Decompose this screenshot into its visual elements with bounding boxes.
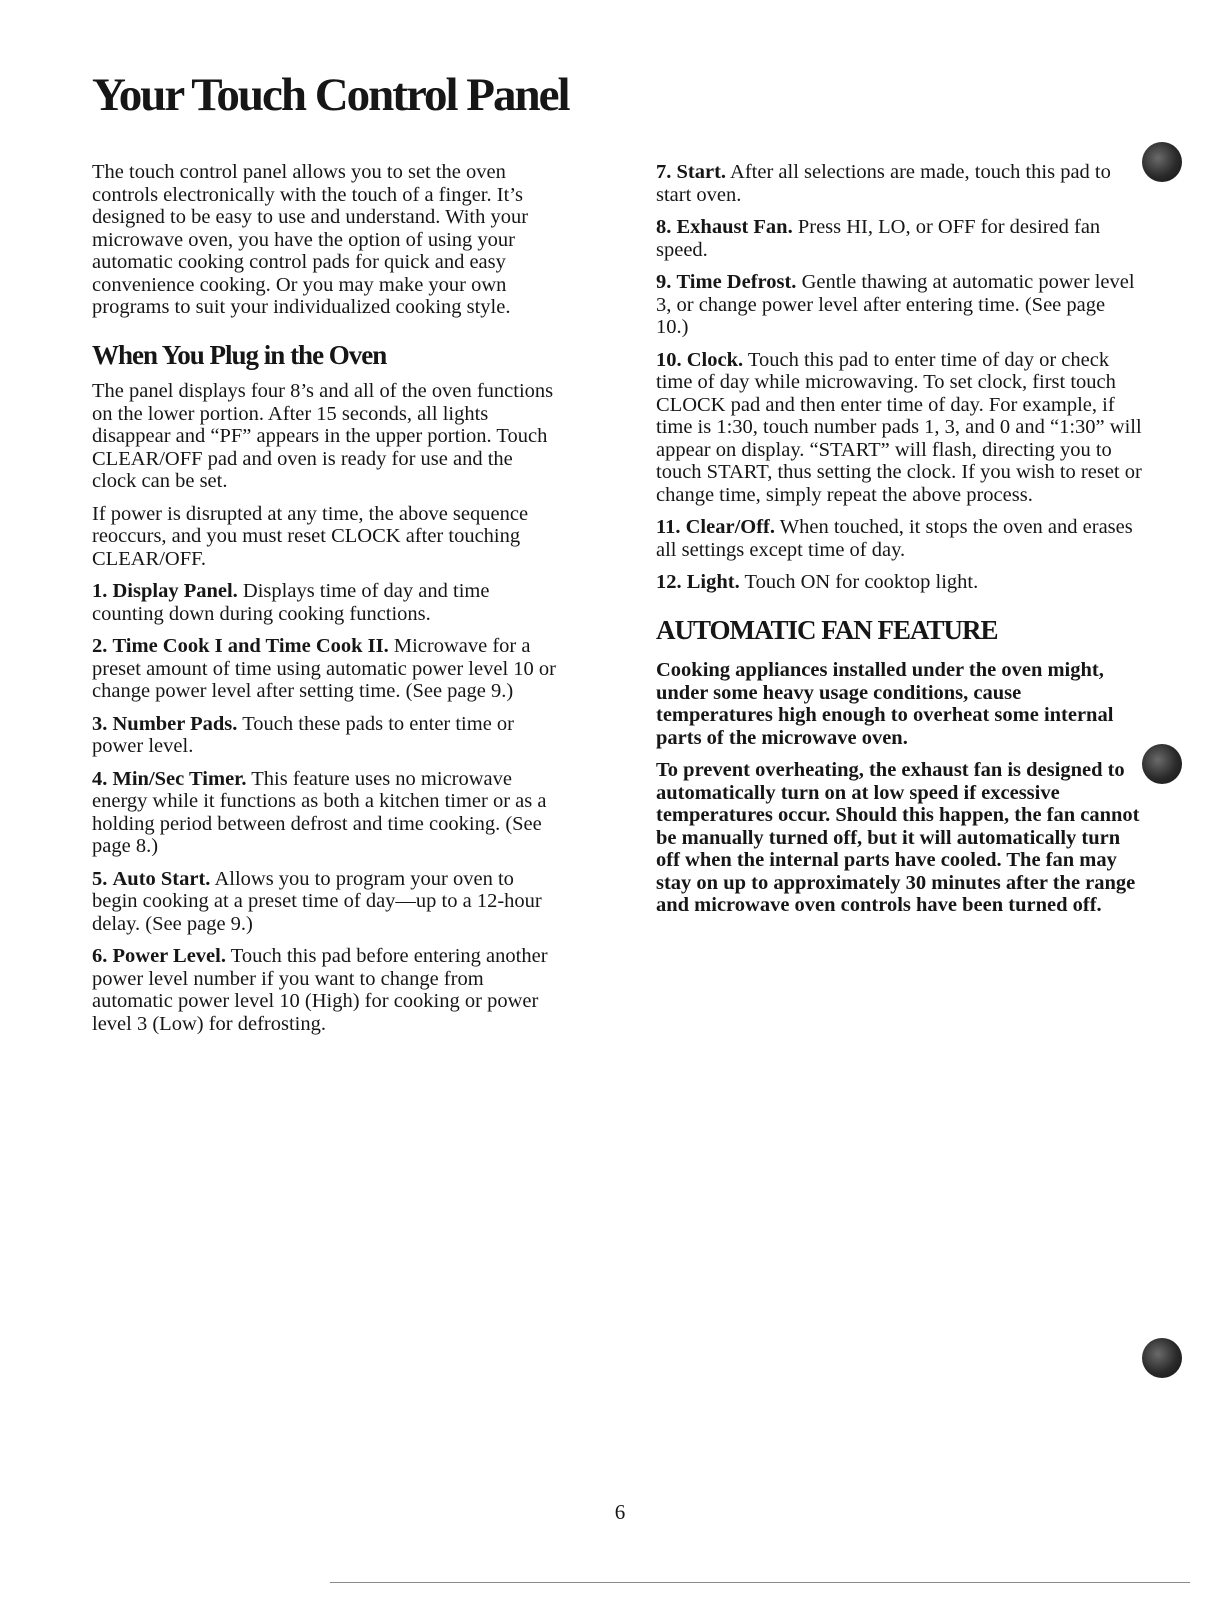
item-title: Min/Sec Timer.: [112, 767, 247, 790]
item-text: After all selections are made, touch this pad to start oven.: [656, 161, 1111, 206]
item-number: 12.: [656, 571, 682, 593]
plug-in-paragraph-1: The panel displays four 8’s and all of the oven functions on the lower portion. After 15 seconds, all lights disappear and “PF” appears in the upper portion. Touch CLEAR/OFF pad and oven is ready for use and the clock can be set.: [92, 380, 554, 493]
item-text: Touch this pad to enter time of day or check time of day while microwaving. To set clock, first touch CLOCK pad and then enter time of day. For example, if time is 1:30, touch number pads 1, 3, and 0 and “1:30” will appear on display. “START” will flash, directing you to touch START, thus setting the clock. If you wish to reset or change time, simply repeat the above process.: [656, 348, 1142, 506]
item-number: 6.: [92, 945, 108, 968]
page-title: Your Touch Control Panel: [92, 69, 569, 121]
item-time-defrost: [656, 271, 1142, 339]
item-clock: [656, 349, 1142, 507]
plug-in-heading: When You Plug in the Oven: [92, 339, 387, 370]
item-number: 3.: [92, 712, 108, 735]
item-number-pads: [92, 713, 562, 758]
item-title: Start.: [676, 161, 727, 183]
item-power-level: [92, 945, 562, 1035]
footer-rule: [330, 1582, 1190, 1583]
item-text: This feature uses no microwave energy while it functions as both a kitchen timer or as a holding period between defrost and time cooking. (See page 8.): [92, 767, 547, 858]
binder-hole-icon: [1142, 142, 1182, 182]
item-title: Time Defrost.: [676, 271, 797, 293]
right-column: [656, 161, 1142, 927]
fan-feature-heading: AUTOMATIC FAN FEATURE: [656, 614, 998, 645]
item-title: Time Cook I and Time Cook II.: [112, 635, 389, 658]
left-column: [92, 161, 562, 1045]
item-number: 9.: [656, 271, 672, 293]
binder-hole-icon: [1142, 744, 1182, 784]
item-exhaust-fan: [656, 216, 1142, 261]
item-number: 4.: [92, 767, 108, 790]
item-text: Microwave for a preset amount of time using automatic power level 10 or change power level after setting time. (See page 9.): [92, 635, 556, 703]
item-light: [656, 571, 1142, 594]
item-title: Clear/Off.: [685, 516, 775, 538]
item-display-panel: [92, 580, 562, 625]
item-title: Exhaust Fan.: [676, 216, 793, 238]
item-time-cook: [92, 635, 562, 703]
fan-paragraph-2: To prevent overheating, the exhaust fan is designed to automatically turn on at low speed if excessive temperatures occur. Should this happen, the fan cannot be manually turned off, but it will automatically turn off when the internal parts have cooled. The fan may stay on up to approximately 30 minutes after the range and microwave oven controls have been turned off.: [656, 759, 1140, 917]
item-title: Display Panel.: [112, 580, 238, 603]
item-number: 11.: [656, 516, 681, 538]
item-number: 8.: [656, 216, 672, 238]
item-number: 7.: [656, 161, 672, 183]
item-auto-start: [92, 868, 562, 936]
intro-paragraph: The touch control panel allows you to set the oven controls electronically with the touch of a finger. It’s designed to be easy to use and understand. With your microwave oven, you have the option of using your automatic cooking control pads for quick and easy convenience cooking. Or you may make your own programs to suit your individualized cooking style.: [92, 161, 529, 318]
item-text: When touched, it stops the oven and erases all settings except time of day.: [656, 516, 1133, 561]
item-text: Gentle thawing at automatic power level 3, or change power level after entering time. (See page 10.): [656, 271, 1135, 338]
fan-paragraph-1: Cooking appliances installed under the oven might, under some heavy usage conditions, cause temperatures high enough to overheat some internal parts of the microwave oven.: [656, 659, 1114, 749]
item-text: Press HI, LO, or OFF for desired fan speed.: [656, 216, 1101, 261]
item-title: Light.: [686, 571, 740, 593]
item-number: 2.: [92, 635, 108, 658]
item-title: Clock.: [686, 348, 744, 371]
item-title: Number Pads.: [112, 712, 238, 735]
page-number: 6: [614, 1500, 626, 1524]
item-number: 10.: [656, 348, 682, 371]
item-number: 1.: [92, 580, 108, 603]
item-text: Touch this pad before entering another power level number if you want to change from automatic power level 10 (High) for cooking or power level 3 (Low) for defrosting.: [92, 945, 548, 1035]
plug-in-paragraph-2: If power is disrupted at any time, the above sequence reoccurs, and you must reset CLOCK after touching CLEAR/OFF.: [92, 502, 529, 570]
item-start: [656, 161, 1142, 206]
item-text: Allows you to program your oven to begin cooking at a preset time of day—up to a 12-hour delay. (See page 9.): [92, 867, 542, 935]
item-text: Touch these pads to enter time or power level.: [92, 712, 515, 758]
item-number: 5.: [92, 867, 108, 890]
item-clear-off: [656, 516, 1142, 561]
item-title: Auto Start.: [112, 867, 211, 890]
item-title: Power Level.: [112, 945, 226, 968]
binder-hole-icon: [1142, 1338, 1182, 1378]
item-text: Touch ON for cooktop light.: [744, 571, 979, 593]
item-text: Displays time of day and time counting down during cooking functions.: [92, 580, 490, 625]
item-min-sec-timer: [92, 768, 562, 858]
